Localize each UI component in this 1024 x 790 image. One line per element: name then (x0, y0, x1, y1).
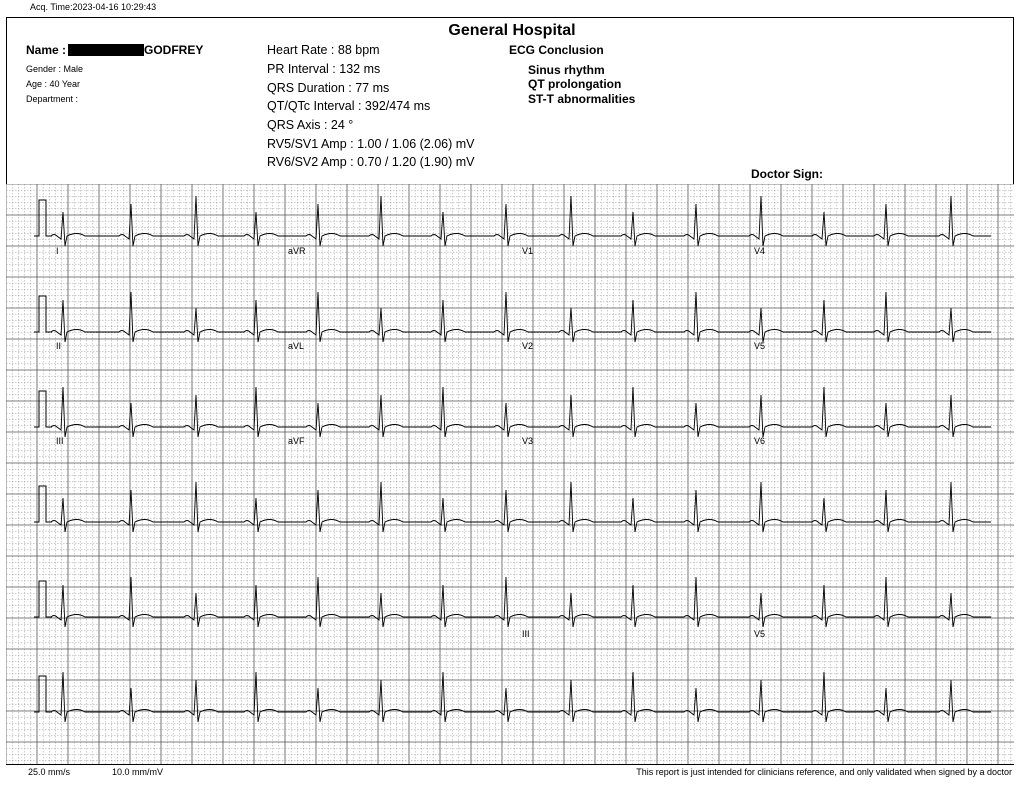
conclusion-item: Sinus rhythm (528, 63, 605, 77)
conclusion-title: ECG Conclusion (509, 43, 604, 57)
name-redaction (68, 44, 144, 56)
qt-qtc-interval: QT/QTc Interval : 392/474 ms (267, 99, 431, 113)
patient-name (26, 43, 203, 57)
lead-label: II (56, 341, 62, 351)
lead-label: aVL (288, 341, 305, 351)
heart-rate: Heart Rate : 88 bpm (267, 43, 380, 57)
doctor-sign-label: Doctor Sign: (751, 167, 823, 181)
lead-label: V4 (754, 246, 766, 256)
lead-label: V5 (754, 341, 766, 351)
disclaimer: This report is just intended for clinicians reference, and only validated when signed by a doctor (636, 767, 1012, 777)
qrs-axis: QRS Axis : 24 ° (267, 118, 354, 132)
lead-label: III (56, 436, 64, 446)
patient-gender: Gender : Male (26, 64, 84, 74)
patient-department: Department : (26, 94, 79, 104)
lead-label: aVR (288, 246, 306, 256)
lead-label: V2 (522, 341, 534, 351)
lead-label: V5 (754, 629, 766, 639)
lead-label: III (522, 629, 530, 639)
acquisition-time: Acq. Time:2023-04-16 10:29:43 (30, 2, 157, 12)
name-label: Name : (26, 43, 67, 57)
paper-speed: 25.0 mm/s (28, 767, 71, 777)
ecg-grid (6, 184, 1014, 764)
lead-label: I (56, 246, 59, 256)
lead-label: V6 (754, 436, 766, 446)
gain: 10.0 mm/mV (112, 767, 164, 777)
qrs-duration: QRS Duration : 77 ms (267, 81, 390, 95)
name-visible: GODFREY (144, 43, 204, 57)
patient-age: Age : 40 Year (26, 79, 81, 89)
lead-label: V1 (522, 246, 534, 256)
hospital-title: General Hospital (448, 22, 576, 39)
lead-label: V3 (522, 436, 534, 446)
rv6-sv2-amp: RV6/SV2 Amp : 0.70 / 1.20 (1.90) mV (267, 155, 475, 169)
lead-label: aVF (288, 436, 305, 446)
conclusion-item: QT prolongation (528, 77, 622, 91)
pr-interval: PR Interval : 132 ms (267, 62, 381, 76)
rv5-sv1-amp: RV5/SV1 Amp : 1.00 / 1.06 (2.06) mV (267, 137, 475, 151)
conclusion-item: ST-T abnormalities (528, 92, 636, 106)
